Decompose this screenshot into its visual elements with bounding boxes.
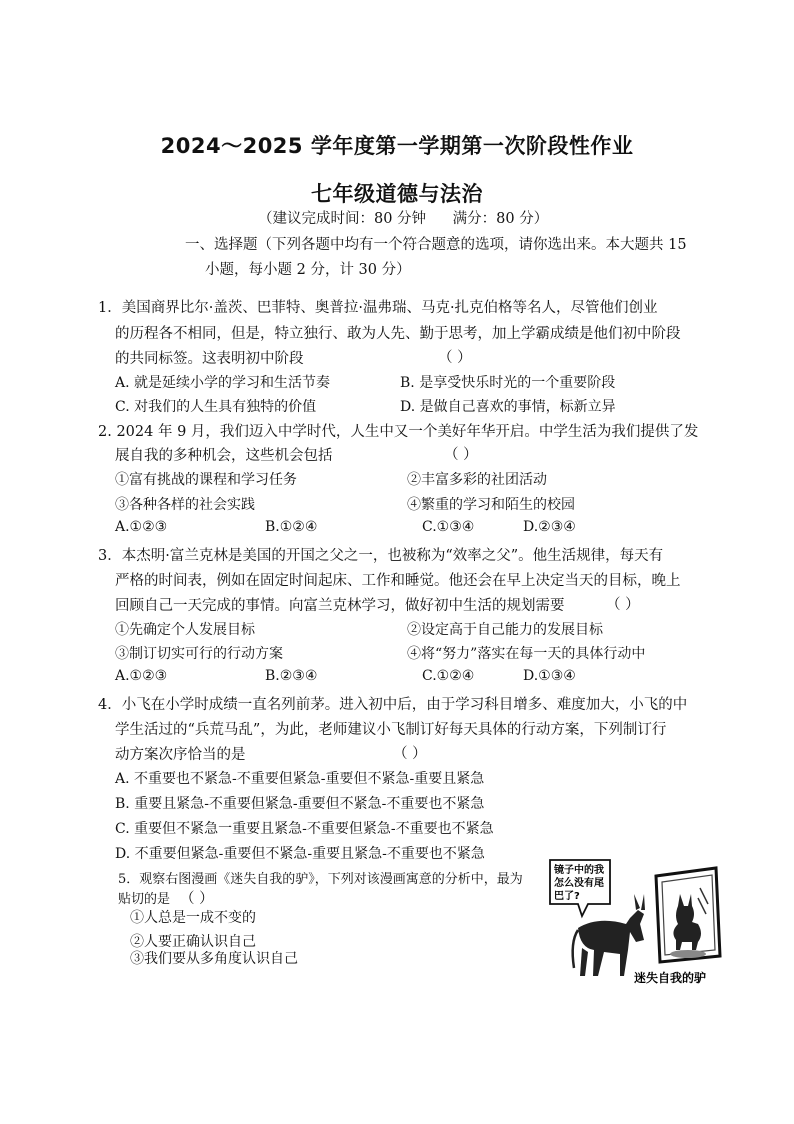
q1-stem-line-3: 的共同标签。这表明初中阶段 xyxy=(115,351,304,367)
section-line-1: 一、选择题（下列各题中均有一个符合题意的选项，请你选出来。本大题共 15 xyxy=(185,237,687,253)
q3-item-1: ①先确定个人发展目标 xyxy=(115,622,255,638)
q3-option-d[interactable]: D.①③④ xyxy=(523,668,576,684)
q2-stem-line-1: 2. 2024 年 9 月，我们迈入中学时代，人生中又一个美好年华开启。中学生活为我们提供了发 xyxy=(98,424,699,440)
q1-stem-line-1: 1．美国商界比尔·盖茨、巴菲特、奥普拉·温弗瑞、马克·扎克伯格等名人，尽管他们创业 xyxy=(98,300,658,316)
q1-option-d[interactable]: D. 是做自己喜欢的事情，标新立异 xyxy=(400,399,616,415)
q3-option-b[interactable]: B.②③④ xyxy=(265,668,318,684)
q3-stem-line-3: 回顾自己一天完成的事情。向富兰克林学习，做好初中生活的规划需要 xyxy=(115,598,565,614)
q2-option-d[interactable]: D.②③④ xyxy=(523,519,576,535)
q4-answer-bracket: （ ） xyxy=(393,746,427,762)
speech-line-2: 怎么没有尾 xyxy=(554,878,604,889)
speech-line-3: 巴了? xyxy=(554,891,580,902)
q1-stem-line-2: 的历程各不相同，但是，特立独行、敢为人先、勤于思考，加上学霸成绩是他们初中阶段 xyxy=(115,326,681,342)
q5-answer-bracket: （ ） xyxy=(180,891,214,907)
q4-stem-line-1: 4．小飞在小学时成绩一直名列前茅。进入初中后，由于学习科目增多、难度加大，小飞的中 xyxy=(98,697,688,713)
time-limit: （建议完成时间：80 分钟 xyxy=(258,211,427,227)
q2-stem-line-2: 展自我的多种机会，这些机会包括 xyxy=(115,448,333,464)
q2-option-c[interactable]: C.①③④ xyxy=(422,519,475,535)
q4-stem-line-3: 动方案次序恰当的是 xyxy=(115,747,246,763)
q3-stem-line-1: 3．本杰明·富兰克林是美国的开国之父之一，也被称为“效率之父”。他生活规律，每天有 xyxy=(98,548,664,564)
cartoon-caption: 迷失自我的驴 xyxy=(634,971,707,985)
q4-option-a[interactable]: A. 不重要也不紧急-不重要但紧急-重要但不紧急-重要且紧急 xyxy=(115,771,485,787)
q5-stem-line-1: 5．观察右图漫画《迷失自我的驴》，下列对该漫画寓意的分析中，最为 xyxy=(118,872,523,887)
donkey-cartoon xyxy=(548,858,728,988)
q2-item-2: ②丰富多彩的社团活动 xyxy=(407,472,547,488)
q4-option-c[interactable]: C. 重要但不紧急一重要且紧急-不重要但紧急-不重要也不紧急 xyxy=(115,821,494,837)
mirror xyxy=(656,868,720,962)
q3-option-c[interactable]: C.①②④ xyxy=(422,668,475,684)
q1-answer-bracket: （ ） xyxy=(438,350,472,366)
q4-option-d[interactable]: D. 不重要但紧急-重要但不紧急-重要且紧急-不重要也不紧急 xyxy=(115,846,485,862)
q3-option-a[interactable]: A.①②③ xyxy=(115,668,168,684)
exam-info xyxy=(258,207,570,228)
q4-option-b[interactable]: B. 重要且紧急-不重要但紧急-重要但不紧急-不重要也不紧急 xyxy=(115,796,485,812)
q1-option-c[interactable]: C. 对我们的人生具有独特的价值 xyxy=(115,399,317,415)
q2-item-3: ③各种各样的社会实践 xyxy=(115,497,255,513)
q2-item-1: ①富有挑战的课程和学习任务 xyxy=(115,472,297,488)
q5-item-1: ①人总是一成不变的 xyxy=(130,910,256,926)
q4-stem-line-2: 学生活过的“兵荒马乱”，为此，老师建议小飞制订好每天具体的行动方案，下列制订行 xyxy=(115,722,667,738)
section-line-2: 小题，每小题 2 分，计 30 分） xyxy=(205,262,411,278)
subject-title: 七年级道德与法治 xyxy=(311,182,483,206)
q2-option-b[interactable]: B.①②④ xyxy=(265,519,318,535)
page-title: 2024～2025 学年度第一学期第一次阶段性作业 xyxy=(160,134,634,158)
q3-item-4: ④将“努力”落实在每一天的具体行动中 xyxy=(407,646,646,662)
q5-item-3: ③我们要从多角度认识自己 xyxy=(130,951,298,967)
q5-item-2: ②人要正确认识自己 xyxy=(130,934,256,950)
q3-answer-bracket: （ ） xyxy=(606,597,640,613)
q5-stem-line-2: 贴切的是 xyxy=(118,892,171,907)
q2-option-a[interactable]: A.①②③ xyxy=(115,519,168,535)
q2-answer-bracket: （ ） xyxy=(444,447,478,463)
section-instructions xyxy=(185,233,705,283)
q3-stem-line-2: 严格的时间表，例如在固定时间起床、工作和睡觉。他还会在早上决定当天的目标，晚上 xyxy=(115,573,681,589)
q1-option-b[interactable]: B. 是享受快乐时光的一个重要阶段 xyxy=(400,375,616,391)
q2-item-4: ④繁重的学习和陌生的校园 xyxy=(407,497,575,513)
speech-line-1: 镜子中的我 xyxy=(554,865,604,876)
q1-option-a[interactable]: A. 就是延续小学的学习和生活节奏 xyxy=(115,375,331,391)
q3-item-3: ③制订切实可行的行动方案 xyxy=(115,646,283,662)
q3-item-2: ②设定高于自己能力的发展目标 xyxy=(407,622,603,638)
full-score: 满分：80 分） xyxy=(452,211,549,227)
